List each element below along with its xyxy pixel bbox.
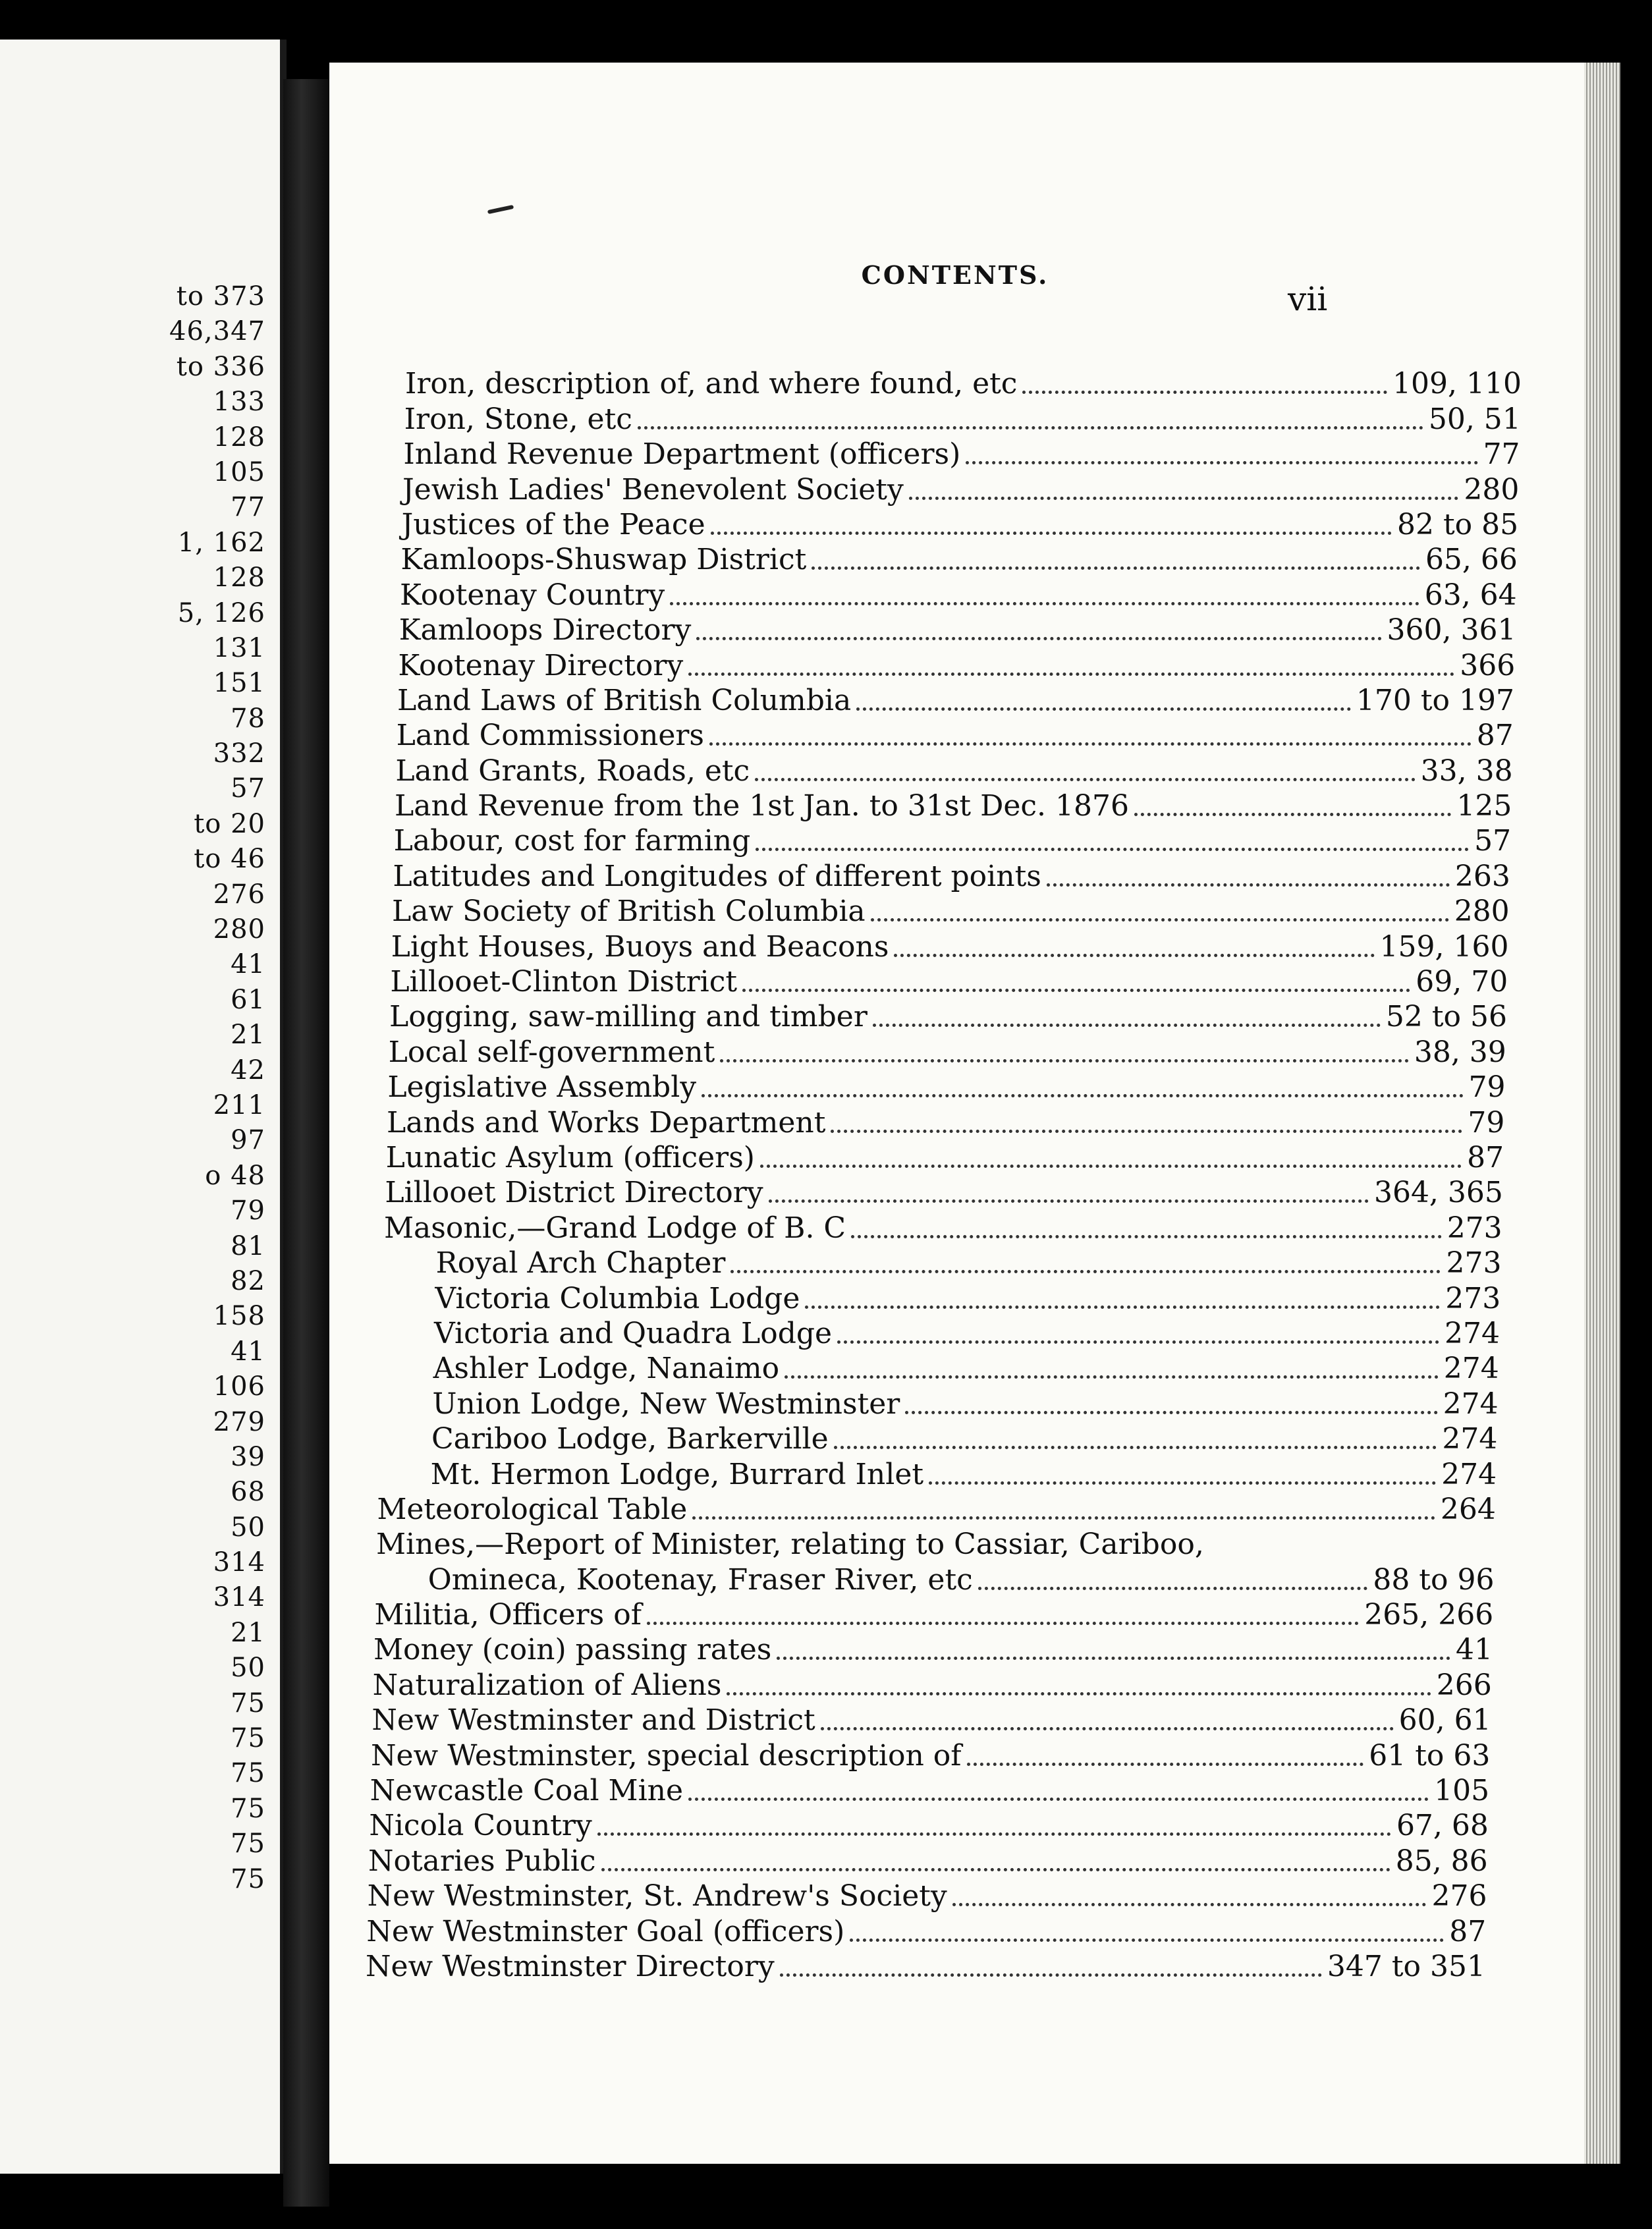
left-page-ref: 78 bbox=[231, 703, 265, 734]
left-page-ref: 1, 162 bbox=[177, 527, 265, 558]
toc-entry-title: Masonic,—Grand Lodge of B. C bbox=[384, 1211, 846, 1245]
toc-entry-page: 264 bbox=[1440, 1492, 1496, 1526]
toc-entry-title: Inland Revenue Department (officers) bbox=[403, 437, 961, 472]
toc-entry bbox=[329, 366, 1548, 400]
toc-entry-title: Victoria and Quadra Lodge bbox=[434, 1316, 833, 1350]
toc-entry bbox=[329, 436, 1548, 471]
toc-entry-title: New Westminster, St. Andrew's Society bbox=[367, 1879, 947, 1913]
toc-entry-page: 364, 365 bbox=[1373, 1176, 1503, 1210]
toc-entry-page: 274 bbox=[1443, 1387, 1499, 1421]
left-page-ref: to 373 bbox=[176, 281, 265, 312]
left-page-ref: 276 bbox=[213, 879, 265, 910]
toc-entry bbox=[329, 1878, 1548, 1913]
toc-entry-title: New Westminster, special description of bbox=[371, 1738, 962, 1773]
dot-leader bbox=[834, 1446, 1437, 1449]
toc-entry bbox=[329, 1456, 1548, 1491]
dot-leader bbox=[850, 1939, 1444, 1942]
toc-entry-title: Ashler Lodge, Nanaimo bbox=[433, 1352, 780, 1386]
left-page-ref: 68 bbox=[231, 1477, 265, 1508]
toc-entry-title: Latitudes and Longitudes of different points bbox=[393, 859, 1041, 893]
dot-leader bbox=[601, 1868, 1390, 1871]
dot-leader bbox=[905, 1411, 1437, 1414]
toc-entry bbox=[329, 1280, 1548, 1315]
dot-leader bbox=[978, 1587, 1368, 1590]
left-page-ref: 5, 126 bbox=[177, 597, 265, 628]
dot-leader bbox=[709, 742, 1472, 746]
dot-leader bbox=[871, 918, 1449, 922]
left-page-ref: 75 bbox=[231, 1793, 265, 1824]
dot-leader bbox=[720, 1059, 1409, 1062]
toc-entry-title: Law Society of British Columbia bbox=[392, 894, 866, 929]
dot-leader bbox=[1022, 391, 1387, 394]
toc-entry bbox=[329, 1209, 1548, 1244]
dot-leader bbox=[894, 954, 1374, 957]
toc-entry-page: 87 bbox=[1476, 719, 1514, 753]
toc-entry-page: 79 bbox=[1468, 1105, 1505, 1140]
toc-entry-title: Mines,—Report of Minister, relating to Cassiar, Cariboo, bbox=[376, 1527, 1204, 1562]
dot-leader bbox=[873, 1024, 1381, 1027]
dot-leader bbox=[1134, 813, 1451, 816]
toc-entry bbox=[329, 1315, 1548, 1350]
ink-mark bbox=[487, 205, 514, 214]
toc-entry bbox=[329, 1737, 1548, 1772]
toc-entry-title: Union Lodge, New Westminster bbox=[432, 1387, 900, 1421]
toc-entry bbox=[329, 400, 1548, 435]
left-page-ref-list bbox=[169, 279, 265, 1897]
toc-entry-page: 366 bbox=[1460, 648, 1516, 682]
dot-leader bbox=[1047, 883, 1450, 887]
left-page-ref: 81 bbox=[231, 1230, 265, 1261]
dot-leader bbox=[929, 1481, 1436, 1485]
dot-leader bbox=[760, 1165, 1462, 1168]
toc-entry bbox=[329, 507, 1548, 541]
toc-entry bbox=[329, 1385, 1548, 1420]
toc-entry-title: Justices of the Peace bbox=[401, 507, 705, 541]
toc-entry bbox=[329, 788, 1548, 823]
left-page-ref: 42 bbox=[231, 1055, 265, 1086]
toc-entry bbox=[329, 1632, 1548, 1666]
left-page-ref: 211 bbox=[213, 1089, 265, 1120]
main-page bbox=[329, 63, 1620, 2164]
left-page-ref: 133 bbox=[213, 387, 265, 418]
left-page-ref: to 336 bbox=[176, 351, 265, 382]
page-heading: CONTENTS. bbox=[861, 260, 1049, 290]
toc-entry-title: Nicola Country bbox=[369, 1809, 592, 1843]
dot-leader bbox=[742, 989, 1410, 992]
book-gutter bbox=[283, 79, 329, 2207]
toc-entry bbox=[329, 1597, 1548, 1632]
toc-entry-title: Lands and Works Department bbox=[387, 1105, 826, 1140]
left-page-ref: 314 bbox=[213, 1582, 265, 1613]
toc-entry-title: Lillooet-Clinton District bbox=[390, 965, 738, 999]
toc-entry-page: 109, 110 bbox=[1392, 367, 1522, 401]
toc-entry-title: Logging, saw-milling and timber bbox=[389, 1000, 867, 1034]
toc-entry-page: 280 bbox=[1464, 472, 1520, 507]
toc-entry-page: 79 bbox=[1468, 1070, 1506, 1105]
dot-leader bbox=[777, 1657, 1450, 1660]
toc-entry-page: 88 to 96 bbox=[1373, 1562, 1495, 1597]
left-page-ref: 332 bbox=[213, 738, 265, 769]
toc-entry-page: 263 bbox=[1454, 859, 1510, 893]
toc-entry-page: 69, 70 bbox=[1416, 965, 1508, 999]
toc-entry bbox=[329, 858, 1548, 893]
dot-leader bbox=[711, 532, 1392, 535]
toc-entry-page: 273 bbox=[1446, 1246, 1502, 1280]
left-page-ref: 279 bbox=[213, 1406, 265, 1437]
toc-entry bbox=[329, 1174, 1548, 1209]
left-page-ref: 75 bbox=[231, 1688, 265, 1719]
toc-entry-title: Local self-government bbox=[388, 1035, 715, 1069]
dot-leader bbox=[670, 602, 1419, 605]
toc-entry bbox=[329, 471, 1548, 506]
left-page-ref: 280 bbox=[213, 914, 265, 945]
left-page-ref: 77 bbox=[231, 492, 265, 523]
toc-entry-page: 63, 64 bbox=[1424, 578, 1517, 612]
left-page-ref: 151 bbox=[213, 668, 265, 699]
toc-entry-title: Kootenay Directory bbox=[398, 648, 684, 682]
toc-entry-page: 61 to 63 bbox=[1369, 1738, 1491, 1773]
toc-entry bbox=[329, 541, 1548, 576]
left-page-ref: 41 bbox=[231, 949, 265, 980]
left-page-ref: 128 bbox=[213, 422, 265, 453]
left-page-ref: 50 bbox=[231, 1512, 265, 1543]
toc-entry bbox=[329, 682, 1548, 717]
toc-entry-title: Land Grants, Roads, etc bbox=[395, 754, 750, 788]
toc-entry-title: Legislative Assembly bbox=[387, 1070, 697, 1105]
toc-entry bbox=[329, 1807, 1548, 1842]
toc-entry-title: Jewish Ladies' Benevolent Society bbox=[402, 472, 904, 507]
left-page-ref: 158 bbox=[213, 1301, 265, 1332]
left-page-ref: 75 bbox=[231, 1723, 265, 1754]
toc-entry-page: 274 bbox=[1442, 1422, 1498, 1456]
toc-entry bbox=[329, 647, 1548, 682]
toc-entry-title: New Westminster and District bbox=[372, 1703, 815, 1738]
dot-leader bbox=[702, 1094, 1463, 1097]
left-page-fragment bbox=[0, 40, 287, 2174]
toc-entry-title: Lillooet District Directory bbox=[385, 1176, 763, 1210]
toc-entry bbox=[329, 1842, 1548, 1877]
dot-leader bbox=[756, 848, 1469, 851]
dot-leader bbox=[837, 1340, 1439, 1344]
toc-entry-page: 33, 38 bbox=[1420, 754, 1513, 788]
toc-entry-title: Notaries Public bbox=[368, 1844, 596, 1878]
dot-leader bbox=[967, 1763, 1364, 1766]
toc-entry-title: Naturalization of Aliens bbox=[372, 1668, 722, 1702]
toc-entry-page: 65, 66 bbox=[1425, 543, 1518, 577]
page-number: vii bbox=[1288, 280, 1328, 318]
toc-entry-title: Labour, cost for farming bbox=[393, 824, 751, 858]
dot-leader bbox=[821, 1727, 1394, 1730]
toc-entry bbox=[329, 1140, 1548, 1174]
toc-entry-title: Mt. Hermon Lodge, Burrard Inlet bbox=[430, 1457, 924, 1491]
toc-entry bbox=[329, 1666, 1548, 1701]
left-page-ref: 75 bbox=[231, 1829, 265, 1859]
toc-entry bbox=[329, 752, 1548, 787]
left-page-ref: 106 bbox=[213, 1371, 265, 1402]
toc-entry-page: 273 bbox=[1445, 1281, 1501, 1315]
toc-entry-page: 360, 361 bbox=[1387, 613, 1516, 647]
toc-entry-page: 280 bbox=[1454, 894, 1510, 929]
dot-leader bbox=[688, 673, 1454, 676]
dot-leader bbox=[805, 1306, 1440, 1309]
dot-leader bbox=[638, 426, 1423, 429]
toc-entry bbox=[329, 1069, 1548, 1104]
dot-leader bbox=[856, 707, 1351, 711]
toc-entry bbox=[329, 1526, 1548, 1561]
toc-entry-title: Iron, description of, and where found, etc bbox=[405, 367, 1018, 401]
left-page-ref: 57 bbox=[231, 773, 265, 804]
left-page-ref: 41 bbox=[231, 1336, 265, 1367]
toc-entry-title: Omineca, Kootenay, Fraser River, etc bbox=[427, 1562, 973, 1597]
dot-leader bbox=[785, 1375, 1439, 1379]
left-page-ref: 131 bbox=[213, 632, 265, 663]
left-page-ref: 21 bbox=[231, 1617, 265, 1648]
toc-entry-title: Light Houses, Buoys and Beacons bbox=[391, 929, 889, 964]
toc-entry bbox=[329, 1702, 1548, 1737]
left-page-ref: 97 bbox=[231, 1125, 265, 1156]
toc-entry-title: Militia, Officers of bbox=[374, 1598, 642, 1632]
toc-entry-page: 87 bbox=[1449, 1914, 1487, 1948]
toc-entry bbox=[329, 1245, 1548, 1280]
left-page-ref: 50 bbox=[231, 1653, 265, 1684]
toc-entry-title: Newcastle Coal Mine bbox=[370, 1774, 684, 1808]
toc-entry-page: 347 to 351 bbox=[1327, 1949, 1485, 1983]
toc-entry bbox=[329, 1033, 1548, 1068]
toc-entry-page: 60, 61 bbox=[1398, 1703, 1491, 1738]
toc-entry-page: 266 bbox=[1436, 1668, 1492, 1702]
toc-entry-page: 105 bbox=[1434, 1774, 1490, 1808]
dot-leader bbox=[780, 1973, 1322, 1977]
left-page-ref: 75 bbox=[231, 1758, 265, 1789]
toc-entry bbox=[329, 1421, 1548, 1456]
toc-entry-page: 85, 86 bbox=[1395, 1844, 1488, 1878]
page-edge bbox=[1584, 63, 1620, 2164]
toc-entry-title: Kootenay Country bbox=[400, 578, 665, 612]
left-page-ref: 82 bbox=[231, 1265, 265, 1296]
dot-leader bbox=[909, 497, 1459, 500]
left-page-ref: to 20 bbox=[194, 808, 265, 839]
toc-entry-page: 67, 68 bbox=[1396, 1809, 1489, 1843]
toc-entry-title: Lunatic Asylum (officers) bbox=[385, 1140, 755, 1174]
left-page-ref: 21 bbox=[231, 1020, 265, 1051]
toc-entry-title: Victoria Columbia Lodge bbox=[435, 1281, 800, 1315]
dot-leader bbox=[851, 1235, 1442, 1238]
toc-entry bbox=[329, 1561, 1548, 1596]
toc-entry-page: 274 bbox=[1443, 1352, 1499, 1386]
toc-entry-title: Land Laws of British Columbia bbox=[397, 683, 852, 717]
toc-entry bbox=[329, 1350, 1548, 1385]
dot-leader bbox=[692, 1516, 1435, 1520]
dot-leader bbox=[688, 1798, 1429, 1801]
toc-entry-title: Kamloops Directory bbox=[399, 613, 692, 647]
toc-entry-title: Land Commissioners bbox=[396, 719, 704, 753]
toc-entry-page: 276 bbox=[1431, 1879, 1487, 1913]
dot-leader bbox=[755, 778, 1415, 781]
toc-entry-title: Land Revenue from the 1st Jan. to 31st Dec. 1876 bbox=[395, 789, 1129, 823]
left-page-ref: 75 bbox=[231, 1863, 265, 1894]
toc-entry-title: Royal Arch Chapter bbox=[435, 1246, 726, 1280]
toc-entry bbox=[329, 1491, 1548, 1526]
toc-entry-title: New Westminster Goal (officers) bbox=[366, 1914, 845, 1948]
left-page-ref: to 46 bbox=[194, 844, 265, 875]
toc-entry bbox=[329, 964, 1548, 999]
toc-entry-title: Meteorological Table bbox=[377, 1492, 688, 1526]
toc-entry-page: 159, 160 bbox=[1379, 929, 1509, 964]
toc-entry bbox=[329, 1104, 1548, 1139]
toc-entry bbox=[329, 823, 1548, 858]
toc-entry bbox=[329, 717, 1548, 752]
left-page-ref: 105 bbox=[213, 456, 265, 487]
dot-leader bbox=[831, 1130, 1462, 1133]
toc-entry-page: 274 bbox=[1445, 1316, 1500, 1350]
toc-entry bbox=[329, 1773, 1548, 1807]
toc-entry bbox=[329, 999, 1548, 1033]
left-page-ref: 314 bbox=[213, 1547, 265, 1578]
toc-entry-page: 38, 39 bbox=[1414, 1035, 1506, 1069]
toc-entry-page: 77 bbox=[1483, 437, 1520, 472]
toc-entry-title: New Westminster Directory bbox=[366, 1949, 775, 1983]
left-page-ref: 128 bbox=[213, 563, 265, 593]
dot-leader bbox=[966, 461, 1477, 464]
left-page-ref: 39 bbox=[231, 1441, 265, 1472]
left-page-ref: 46,347 bbox=[169, 316, 265, 347]
toc-entry-title: Iron, Stone, etc bbox=[404, 402, 632, 436]
left-page-ref: o 48 bbox=[205, 1160, 265, 1191]
toc-entry bbox=[329, 893, 1548, 928]
contents-list bbox=[329, 366, 1548, 1983]
dot-leader bbox=[647, 1622, 1359, 1625]
toc-entry-title: Money (coin) passing rates bbox=[373, 1633, 772, 1667]
toc-entry-page: 274 bbox=[1441, 1457, 1497, 1491]
dot-leader bbox=[727, 1692, 1431, 1695]
toc-entry-title: Kamloops-Shuswap District bbox=[400, 543, 807, 577]
toc-entry-page: 265, 266 bbox=[1364, 1598, 1494, 1632]
toc-entry bbox=[329, 1948, 1548, 1983]
toc-entry-page: 170 to 197 bbox=[1356, 683, 1514, 717]
toc-entry bbox=[329, 1913, 1548, 1948]
toc-entry bbox=[329, 576, 1548, 611]
dot-leader bbox=[952, 1903, 1427, 1906]
dot-leader bbox=[597, 1832, 1391, 1836]
toc-entry-page: 57 bbox=[1474, 824, 1512, 858]
toc-entry-page: 87 bbox=[1467, 1140, 1504, 1174]
dot-leader bbox=[769, 1199, 1369, 1203]
toc-entry-title: Cariboo Lodge, Barkerville bbox=[431, 1422, 829, 1456]
left-page-ref: 79 bbox=[231, 1196, 265, 1226]
toc-entry-page: 52 to 56 bbox=[1385, 1000, 1507, 1034]
toc-entry-page: 82 to 85 bbox=[1397, 507, 1519, 541]
toc-entry-page: 273 bbox=[1446, 1211, 1502, 1245]
dot-leader bbox=[696, 637, 1381, 640]
toc-entry-page: 125 bbox=[1456, 789, 1512, 823]
left-page-ref: 61 bbox=[231, 984, 265, 1015]
toc-entry bbox=[329, 612, 1548, 647]
toc-entry-page: 41 bbox=[1456, 1633, 1493, 1667]
dot-leader bbox=[730, 1270, 1441, 1273]
toc-entry-page: 50, 51 bbox=[1428, 402, 1521, 436]
dot-leader bbox=[812, 566, 1420, 570]
toc-entry bbox=[329, 928, 1548, 963]
